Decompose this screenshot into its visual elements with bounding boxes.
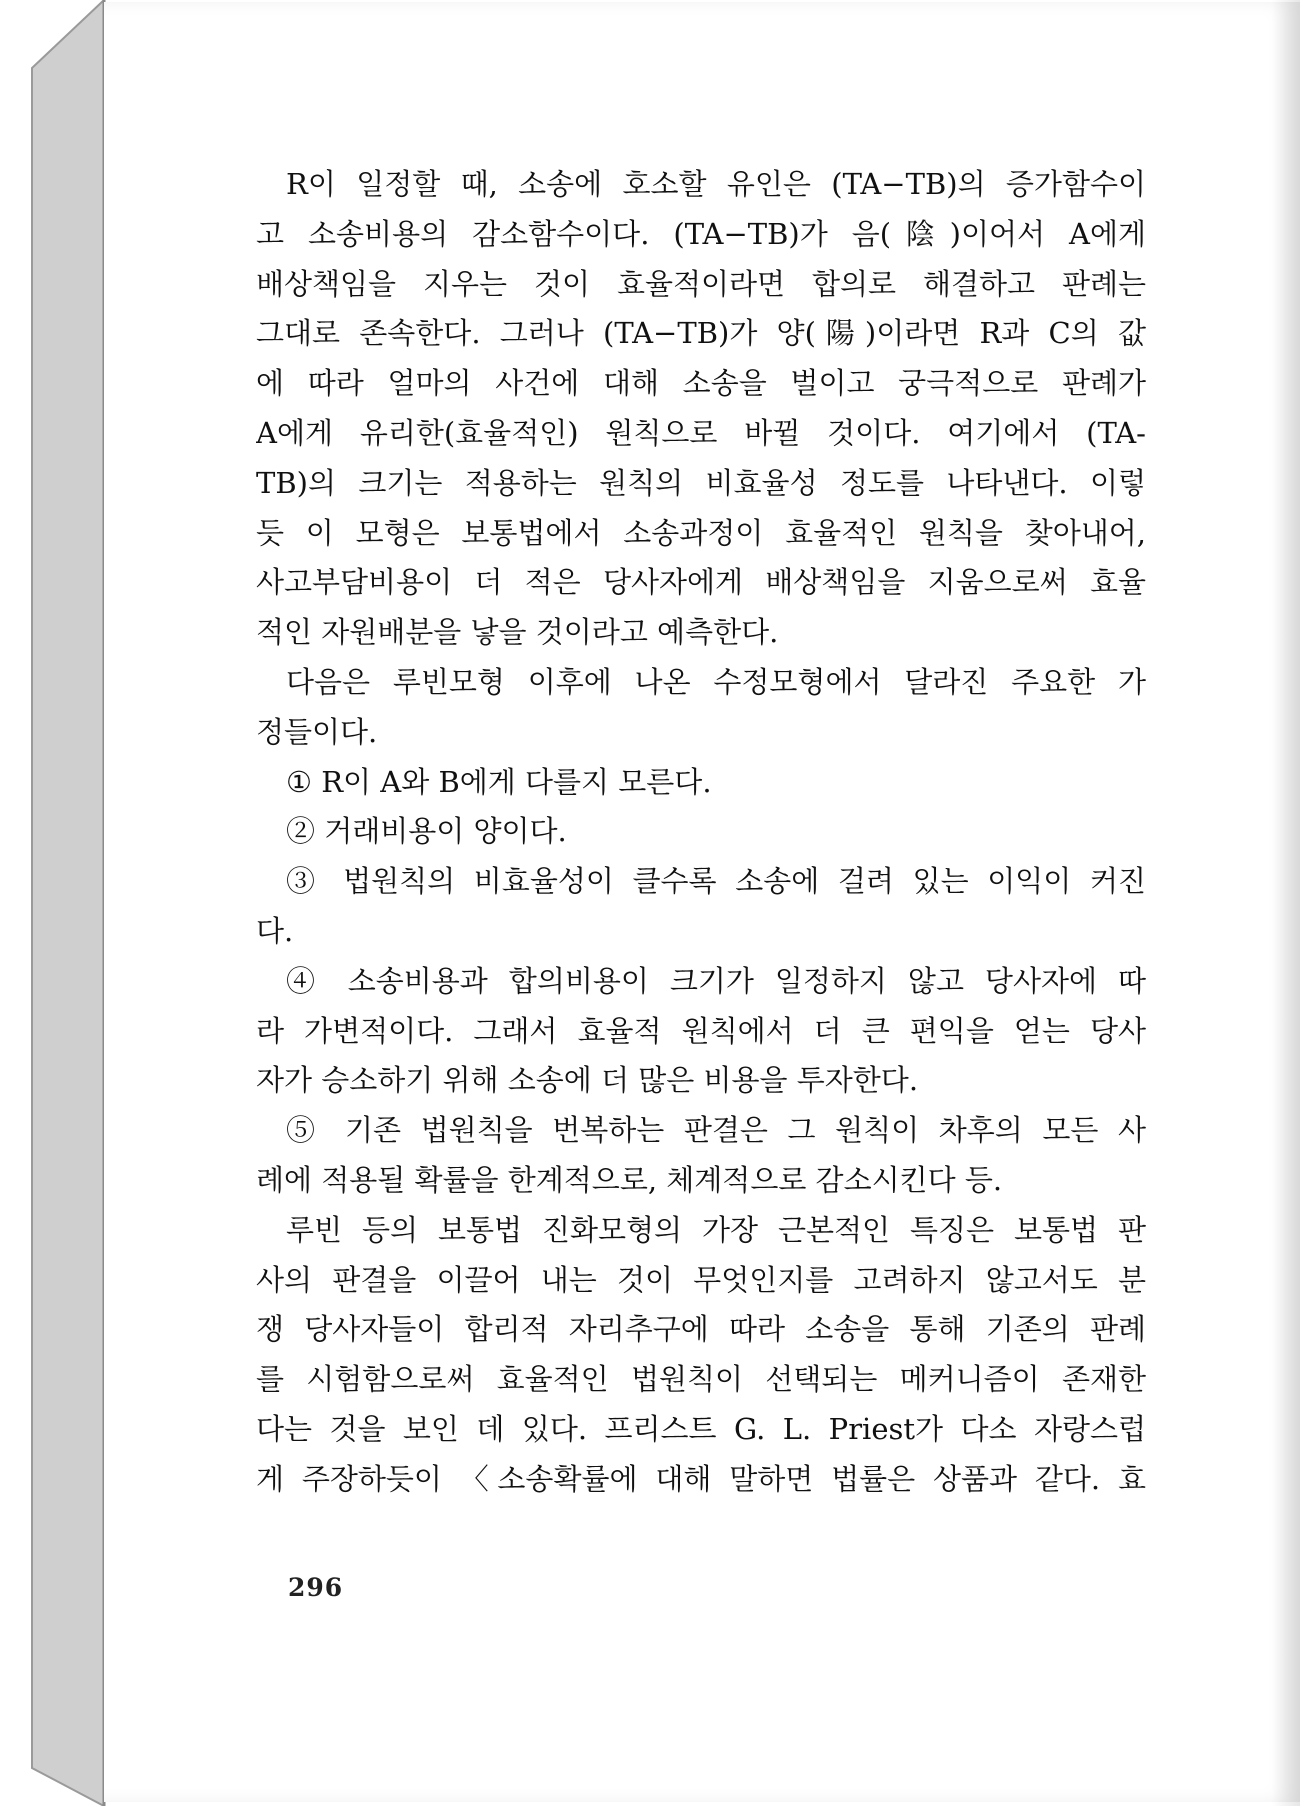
text-line: 그대로 존속한다. 그러나 (TA−TB)가 양(陽)이라면 R과 C의 값: [256, 316, 1146, 351]
body-text: [256, 160, 1146, 1505]
list-item: ③ 법원칙의 비효율성이 클수록 소송에 걸려 있는 이익이 커진: [286, 864, 1146, 899]
text-line: 자가 승소하기 위해 소송에 더 많은 비용을 투자한다.: [256, 1063, 919, 1098]
text-line: 게 주장하듯이 〈소송확률에 대해 말하면 법률은 상품과 같다. 효: [256, 1461, 1146, 1496]
text-line: 듯 이 모형은 보통법에서 소송과정이 효율적인 원칙을 찾아내어,: [256, 515, 1146, 550]
text-line: 사의 판결을 이끌어 내는 것이 무엇인지를 고려하지 않고서도 분: [256, 1262, 1146, 1297]
text-line: 를 시험함으로써 효율적인 법원칙이 선택되는 메커니즘이 존재한: [256, 1362, 1146, 1397]
text-line: 고 소송비용의 감소함수이다. (TA−TB)가 음(陰)이어서 A에게: [256, 216, 1146, 251]
text-line: 사고부담비용이 더 적은 당사자에게 배상책임을 지움으로써 효율: [256, 565, 1146, 600]
list-item: ① R이 A와 B에게 다를지 모른다.: [286, 764, 712, 799]
text-line: 례에 적용될 확률을 한계적으로, 체계적으로 감소시킨다 등.: [256, 1162, 1003, 1197]
text-line: 에 따라 얼마의 사건에 대해 소송을 벌이고 궁극적으로 판례가: [256, 366, 1146, 401]
text-line: 다음은 루빈모형 이후에 나온 수정모형에서 달라진 주요한 가: [286, 664, 1146, 699]
text-line: 다.: [256, 913, 294, 948]
text-line: 적인 자원배분을 낳을 것이라고 예측한다.: [256, 615, 779, 650]
text-line: 정들이다.: [256, 714, 378, 749]
text-line: R이 일정할 때, 소송에 호소할 유인은 (TA−TB)의 증가함수이: [286, 167, 1146, 201]
text-line: 배상책임을 지우는 것이 효율적이라면 합의로 해결하고 판례는: [256, 266, 1146, 301]
text-line: TB)의 크기는 적용하는 원칙의 비효율성 정도를 나타낸다. 이렇: [256, 465, 1146, 500]
text-line: 루빈 등의 보통법 진화모형의 가장 근본적인 특징은 보통법 판: [286, 1212, 1146, 1247]
text-line: 다는 것을 보인 데 있다. 프리스트 G. L. Priest가 다소 자랑스럽: [256, 1411, 1146, 1446]
text-line: 라 가변적이다. 그래서 효율적 원칙에서 더 큰 편익을 얻는 당사: [256, 1013, 1146, 1048]
list-item: ② 거래비용이 양이다.: [286, 814, 567, 849]
list-item: ④ 소송비용과 합의비용이 크기가 일정하지 않고 당사자에 따: [286, 963, 1146, 998]
text-line: 쟁 당사자들이 합리적 자리추구에 따라 소송을 통해 기존의 판례: [256, 1312, 1146, 1347]
page-shadow: [1272, 0, 1300, 1806]
list-item: ⑤ 기존 법원칙을 번복하는 판결은 그 원칙이 차후의 모든 사: [286, 1113, 1146, 1148]
page-number: 296: [288, 1573, 344, 1602]
book-page-edge: [30, 0, 106, 1806]
text-line: A에게 유리한(효율적인) 원칙으로 바뀔 것이다. 여기에서 (TA-: [256, 415, 1146, 450]
